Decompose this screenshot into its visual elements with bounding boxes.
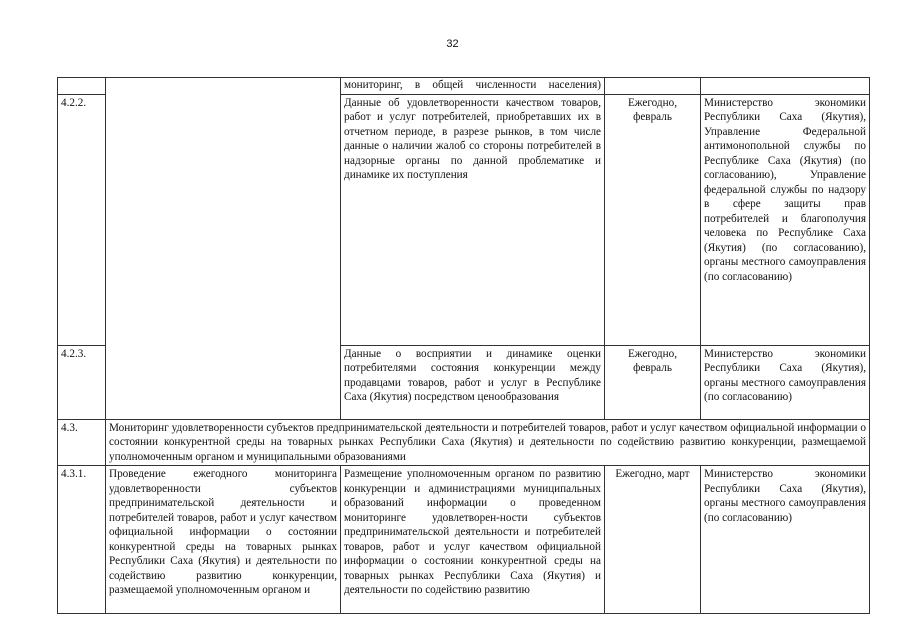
section-number-cell: 4.3. (58, 419, 106, 466)
period-cell (605, 78, 701, 95)
row-number-cell: 4.3.1. (58, 466, 106, 614)
executors-cell: Министерство экономики Республики Саха (Якутия), органы местного самоуправления (по согласованию) (701, 345, 870, 419)
period-cell: Ежегодно, февраль (605, 345, 701, 419)
indicator-cell: Данные о восприятии и динамике оценки потребителями состояния конкуренции между продавцами товаров, работ и услуг в Республике Саха (Якутия) посредством ценообразования (341, 345, 605, 419)
page-number: 32 (446, 38, 459, 50)
table-row (58, 466, 870, 614)
table-row (58, 419, 870, 466)
period-cell: Ежегодно, март (605, 466, 701, 614)
indicator-cell: мониторинг, в общей численности населения) (341, 78, 605, 95)
indicator-cell (341, 466, 605, 614)
row-number-cell: 4.2.3. (58, 345, 106, 419)
indicator-cell: Данные об удовлетворенности качеством товаров, работ и услуг потребителей, приобретавших их в отчетном периоде, в разрезе рынков, в том числе данные о наличии жалоб со стороны потребителей в надзорные органы по данной проблематике и динамике их поступления (341, 94, 605, 345)
table-row (58, 78, 870, 95)
executors-cell: Министерство экономики Республики Саха (Якутия), Управление Федеральной антимонопольной службы по Республике Саха (Якутия) (по согласованию), Управление федеральной службы по надзору в сфере защиты прав потребителей и благополучия человека по Республике Саха (Якутия) (по согласованию), органы местного самоуправления (по согласованию) (701, 94, 870, 345)
activity-cell (106, 466, 341, 614)
section-title-cell: Мониторинг удовлетворенности субъектов предпринимательской деятельности и потребителей товаров, работ и услуг качеством официальной информации о состоянии конкурентной среды на товарных рынках Республики Саха (Якутия) и деятельности по содействию развитию конкуренции, размещаемой уполномоченным органом и муниципальными образованиями (106, 419, 870, 466)
row-number-cell (58, 78, 106, 95)
executors-cell (701, 78, 870, 95)
activity-text: Проведение ежегодного мониторинга удовлетворенности субъектов предпринимательской деятельности и потребителей товаров, работ и услуг качеством официальной информации о состоянии конкурентной среды на товарных рынках Республики Саха (Якутия) и деятельности по содействию развитию конкуренции, размещаемой уполномоченным органом и (109, 468, 337, 596)
activity-cell (106, 78, 341, 420)
indicator-text: Размещение уполномоченным органом по развитию конкуренции и администрациями муниципальных образований информации о проведенном мониторинге удовлетворен-ности субъектов предпринимательской деятельности и потребителей товаров, работ и услуг качеством официальной информации о состоянии конкурентной среды на товарных рынках Республики Саха (Якутия) и деятельности по содействию развитию (344, 468, 601, 596)
period-cell: Ежегодно, февраль (605, 94, 701, 345)
executors-cell: Министерство экономики Республики Саха (Якутия), органы местного самоуправления (по согласованию) (701, 466, 870, 614)
row-number-cell: 4.2.2. (58, 94, 106, 345)
plan-table (57, 77, 870, 614)
